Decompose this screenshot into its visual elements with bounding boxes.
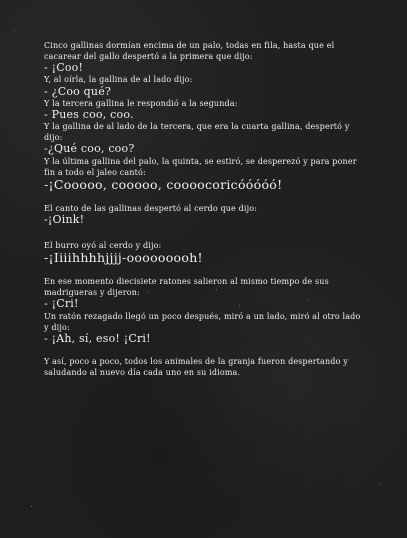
story-dialogue-line: -¡Oink!	[44, 213, 85, 227]
story-paragraph: Cinco gallinas dormían encima de un palo, todas en fila, hasta que el cacarear del gallo despertó a la primera que dijo:	[44, 41, 335, 62]
story-paragraph: Y la tercera gallina le respondió a la segunda:	[44, 98, 238, 108]
story-paragraph: En ese momento diecisiete ratones salieron al mismo tiempo de sus madrigueras y dijeron:	[44, 277, 329, 298]
paragraph-gap	[44, 192, 364, 203]
story-paragraph: Y, al oírla, la gallina de al lado dijo:	[44, 75, 193, 85]
story-paragraph: Y la última gallina del palo, la quinta, se estiró, se desperezó y para poner fin a todo el jaleo cantó:	[44, 156, 357, 177]
story-content	[44, 40, 364, 378]
story-dialogue-line: - ¿Coo qué?	[44, 84, 112, 98]
story-dialogue-line: -¿Qué coo, coo?	[44, 142, 135, 156]
story-dialogue-line: - Pues coo, coo.	[44, 107, 134, 121]
paragraph-gap	[44, 345, 364, 356]
story-dialogue-line: - ¡Coo!	[44, 61, 84, 75]
story-dialogue-line: - ¡Cri!	[44, 297, 79, 311]
story-paragraph: Un ratón rezagado llegó un poco después, miró a un lado, miró al otro lado y dijo:	[44, 311, 361, 332]
paragraph-gap	[44, 265, 364, 276]
story-dialogue-line: -¡Cooooo, cooooo, coooocoricóóóóó!	[44, 176, 283, 192]
texture-speck	[14, 30, 15, 31]
story-dialogue-line: - ¡Ah, sí, eso! ¡Cri!	[44, 331, 151, 345]
texture-speck	[31, 506, 32, 507]
story-paragraph: El burro oyó al cerdo y dijo:	[44, 240, 162, 250]
texture-speck	[380, 484, 381, 485]
story-paragraph: Y la gallina de al lado de la tercera, que era la cuarta gallina, despertó y dijo:	[44, 122, 350, 143]
story-dialogue-line: -¡Iiiihhhhjjjj-ooooooooh!	[44, 249, 203, 265]
story-paragraph: El canto de las gallinas despertó al cerdo que dijo:	[44, 204, 258, 214]
paragraph-gap	[44, 227, 364, 240]
story-closing-paragraph: Y así, poco a poco, todos los animales de la granja fueron despertando y saludando al nuevo día cada uno en su idioma.	[44, 357, 348, 378]
